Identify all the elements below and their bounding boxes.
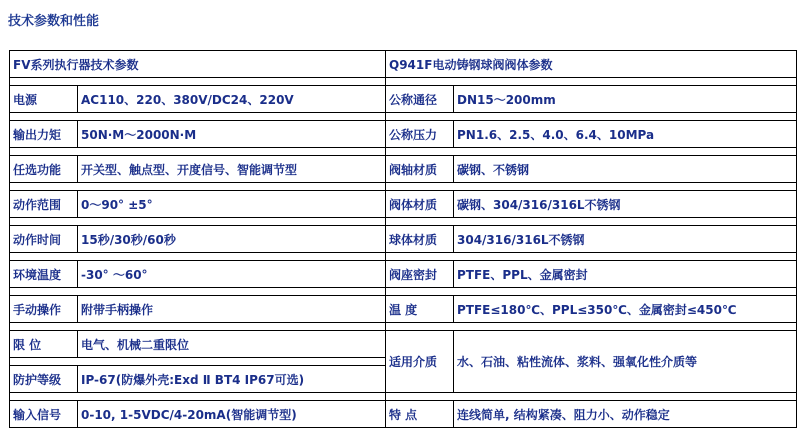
left-value: 附带手柄操作: [78, 296, 386, 323]
left-value: -30° ～60°: [78, 261, 386, 288]
left-value: 开关型、触点型、开度信号、智能调节型: [78, 156, 386, 183]
spacer-row: [10, 323, 797, 331]
right-value: 水、石油、粘性流体、浆料、强氧化性介质等: [454, 331, 797, 393]
spacer-row: [10, 393, 797, 401]
left-value: AC110、220、380V/DC24、220V: [78, 86, 386, 113]
right-label: 适用介质: [386, 331, 454, 393]
spacer-row: [10, 218, 797, 226]
table-row: [10, 191, 797, 218]
table-row: [10, 156, 797, 183]
right-value: 碳钢、304/316/316L不锈钢: [454, 191, 797, 218]
left-label: 限 位: [10, 331, 78, 358]
right-label: 阀座密封: [386, 261, 454, 288]
spacer-row: [10, 288, 797, 296]
left-label: 任选功能: [10, 156, 78, 183]
right-label: 公称压力: [386, 121, 454, 148]
left-value: 0-10, 1-5VDC/4-20mA(智能调节型): [78, 401, 386, 428]
right-label: 阀轴材质: [386, 156, 454, 183]
right-value: PTFE≤180℃、PPL≤350℃、金属密封≤450℃: [454, 296, 797, 323]
right-value: 连线简单, 结构紧凑、阻力小、动作稳定: [454, 401, 797, 428]
table-row: [10, 121, 797, 148]
left-label: 防护等级: [10, 366, 78, 393]
spacer-row: [10, 183, 797, 191]
left-label: 动作时间: [10, 226, 78, 253]
right-value: PN1.6、2.5、4.0、6.4、10MPa: [454, 121, 797, 148]
spacer-row: [10, 253, 797, 261]
left-value: IP-67(防爆外壳:Exd Ⅱ BT4 IP67可选): [78, 366, 386, 393]
right-label: 球体材质: [386, 226, 454, 253]
left-label: 动作范围: [10, 191, 78, 218]
table-row: [10, 331, 797, 358]
page-title: 技术参数和性能: [8, 14, 100, 29]
table-header-row: [10, 51, 797, 78]
left-label: 电源: [10, 86, 78, 113]
left-value: 50N·M～2000N·M: [78, 121, 386, 148]
table-row: [10, 401, 797, 428]
table-row: [10, 261, 797, 288]
right-header: Q941F电动铸钢球阀阀体参数: [386, 51, 797, 78]
table-row: [10, 86, 797, 113]
spacer-row: [10, 113, 797, 121]
spacer-row: [10, 78, 797, 86]
right-label: 阀体材质: [386, 191, 454, 218]
table-row: [10, 296, 797, 323]
left-label: 输出力矩: [10, 121, 78, 148]
right-label: 特 点: [386, 401, 454, 428]
left-label: 环境温度: [10, 261, 78, 288]
right-value: DN15～200mm: [454, 86, 797, 113]
left-label: 手动操作: [10, 296, 78, 323]
right-label: 公称通径: [386, 86, 454, 113]
left-value: 15秒/30秒/60秒: [78, 226, 386, 253]
right-value: 304/316/316L不锈钢: [454, 226, 797, 253]
left-label: 输入信号: [10, 401, 78, 428]
table-row: [10, 226, 797, 253]
right-label: 温 度: [386, 296, 454, 323]
left-header: FV系列执行器技术参数: [10, 51, 386, 78]
right-value: 碳钢、不锈钢: [454, 156, 797, 183]
spec-table: [9, 50, 797, 428]
left-value: 0～90° ±5°: [78, 191, 386, 218]
right-value: PTFE、PPL、金属密封: [454, 261, 797, 288]
left-value: 电气、机械二重限位: [78, 331, 386, 358]
spacer-row: [10, 148, 797, 156]
